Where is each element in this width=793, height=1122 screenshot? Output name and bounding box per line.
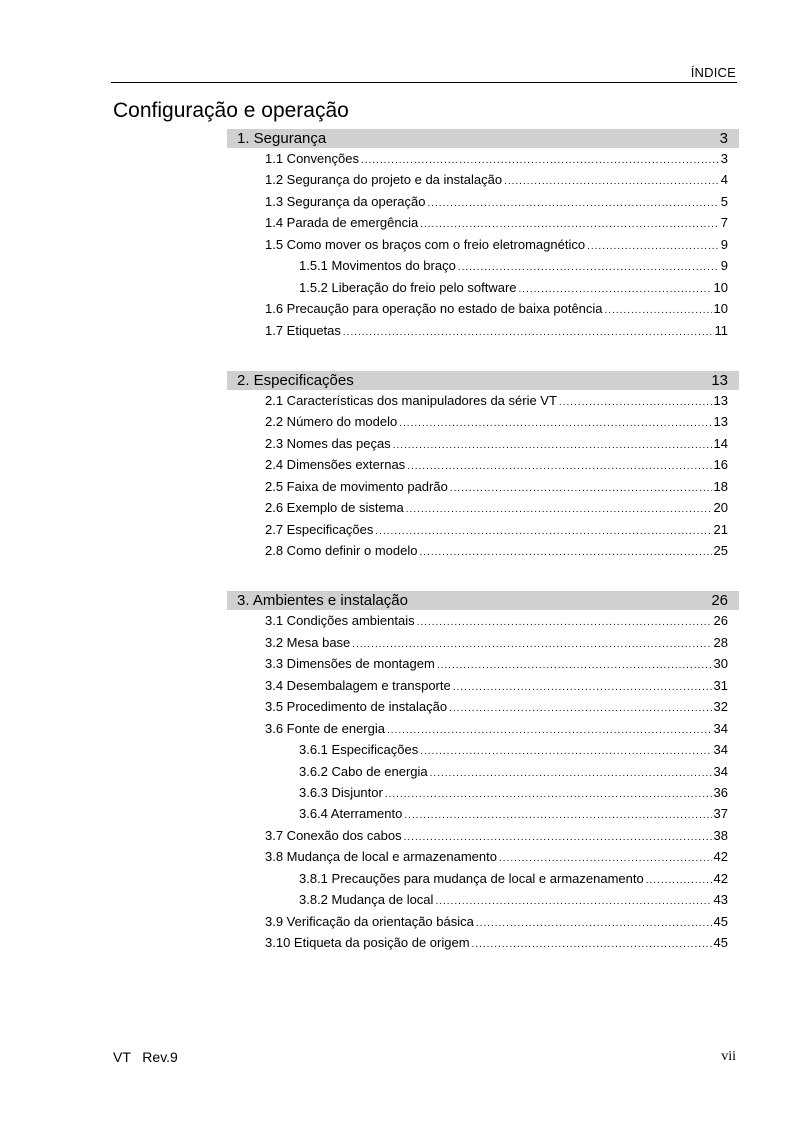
toc-entry[interactable] <box>227 457 739 478</box>
toc-dot-leader <box>407 461 711 472</box>
toc-dot-leader <box>393 440 712 451</box>
toc-dot-leader <box>352 639 711 650</box>
toc-entry-label: 2.4 Dimensões externas <box>265 457 406 473</box>
toc-entry-page: 32 <box>713 699 728 715</box>
toc-dot-leader <box>435 896 711 907</box>
toc-entry-label: 3.8 Mudança de local e armazenamento <box>265 849 497 865</box>
toc-entry-label: 3.5 Procedimento de instalação <box>265 699 448 715</box>
toc-entry[interactable] <box>227 215 739 236</box>
toc-entry-label: 3.1 Condições ambientais <box>265 613 415 629</box>
toc-entry-page: 25 <box>713 543 728 558</box>
toc-section-title: 2. Especificações <box>237 371 354 389</box>
toc-entry-label: 3.8.1 Precauções para mudança de local e armazenamento <box>299 870 644 886</box>
toc-entry-page: 30 <box>713 656 728 672</box>
header-section-label: ÍNDICE <box>690 65 736 80</box>
toc-entry-page: 10 <box>713 301 728 317</box>
toc-entry-page: 45 <box>713 913 728 929</box>
toc-entry[interactable] <box>227 172 739 193</box>
toc-entry-label: 3.3 Dimensões de montagem <box>265 656 435 672</box>
toc-section-title: 3. Ambientes e instalação <box>237 592 408 610</box>
toc-entry[interactable] <box>227 699 739 720</box>
toc-dot-leader <box>587 241 719 252</box>
toc-entry-label: 2.1 Características dos manipuladores da série VT <box>265 392 557 408</box>
toc-entry[interactable] <box>227 522 739 543</box>
toc-entry-label: 1.5.1 Movimentos do braço <box>299 258 456 274</box>
page-title: Configuração e operação <box>113 99 349 122</box>
toc-entry[interactable] <box>227 764 739 785</box>
toc-entry[interactable] <box>227 892 739 913</box>
toc-entry-page: 3 <box>720 151 728 166</box>
toc-entry-page: 7 <box>720 215 728 231</box>
toc-entry-label: 1.2 Segurança do projeto e da instalação <box>265 172 503 188</box>
toc-entry-page: 10 <box>713 279 728 295</box>
toc-dot-leader <box>387 725 712 736</box>
toc-dot-leader <box>343 327 713 338</box>
toc-dot-leader <box>406 504 712 515</box>
toc-entry-page: 43 <box>713 892 728 908</box>
toc-entry-label: 2.6 Exemplo de sistema <box>265 500 404 516</box>
toc-entry-page: 11 <box>714 322 728 338</box>
toc-section-heading[interactable] <box>227 129 739 148</box>
toc-entry-label: 3.4 Desembalagem e transporte <box>265 677 451 693</box>
toc-entry-page: 37 <box>713 806 728 822</box>
toc-section-page: 26 <box>711 592 728 610</box>
toc-section-page: 13 <box>711 371 728 389</box>
toc-entry[interactable] <box>227 258 739 279</box>
toc-dot-leader <box>430 768 712 779</box>
toc-dot-leader <box>420 746 711 757</box>
toc-entry[interactable] <box>227 436 739 457</box>
toc-entry[interactable] <box>227 500 739 521</box>
toc-entry-page: 14 <box>713 435 728 451</box>
toc-entry[interactable] <box>227 543 739 564</box>
toc-entry-label: 3.6.1 Especificações <box>299 742 419 758</box>
toc-dot-leader <box>499 853 712 864</box>
table-of-contents <box>227 129 739 983</box>
toc-entry-label: 3.6 Fonte de energia <box>265 720 385 736</box>
toc-entry[interactable] <box>227 237 739 258</box>
toc-entry[interactable] <box>227 280 739 301</box>
toc-entry-page: 38 <box>713 827 728 843</box>
toc-entry-label: 3.6.2 Cabo de energia <box>299 763 428 779</box>
toc-entry-page: 18 <box>713 478 728 494</box>
toc-dot-leader <box>453 682 712 693</box>
toc-section <box>227 591 739 956</box>
toc-entry[interactable] <box>227 806 739 827</box>
toc-entry-page: 42 <box>713 849 728 865</box>
toc-entry-page: 21 <box>713 521 728 537</box>
toc-dot-leader <box>605 305 712 316</box>
toc-dot-leader <box>361 155 719 166</box>
toc-entry-label: 1.6 Precaução para operação no estado de baixa potência <box>265 301 603 317</box>
toc-entry-page: 20 <box>713 500 728 516</box>
toc-section <box>227 371 739 565</box>
toc-entry[interactable] <box>227 151 739 172</box>
toc-entry-page: 45 <box>713 935 728 950</box>
toc-entry-label: 1.5 Como mover os braços com o freio eletromagnético <box>265 236 586 252</box>
toc-entry-label: 3.10 Etiqueta da posição de origem <box>265 935 470 950</box>
toc-entry-label: 3.8.2 Mudança de local <box>299 892 434 908</box>
toc-section-heading[interactable] <box>227 591 739 610</box>
toc-dot-leader <box>399 418 711 429</box>
toc-entry[interactable] <box>227 849 739 870</box>
toc-entry[interactable] <box>227 828 739 849</box>
toc-entry[interactable] <box>227 323 739 344</box>
footer-page-number: vii <box>721 1049 736 1064</box>
toc-entry-page: 16 <box>713 457 728 473</box>
toc-dot-leader <box>559 397 712 408</box>
toc-dot-leader <box>417 617 712 628</box>
toc-entry[interactable] <box>227 301 739 322</box>
toc-dot-leader <box>504 176 719 187</box>
toc-entry[interactable] <box>227 194 739 215</box>
toc-entry-page: 4 <box>720 172 728 188</box>
toc-entry-label: 1.1 Convenções <box>265 151 359 166</box>
toc-entry-page: 34 <box>713 742 728 758</box>
toc-entry-page: 34 <box>713 763 728 779</box>
toc-entry-label: 3.7 Conexão dos cabos <box>265 827 402 843</box>
toc-dot-leader <box>419 547 711 558</box>
toc-dot-leader <box>375 526 711 537</box>
toc-section <box>227 129 739 344</box>
toc-entry-page: 13 <box>713 392 728 408</box>
toc-entry-label: 2.8 Como definir o modelo <box>265 543 418 558</box>
footer-manual-revision: VT Rev.9 <box>113 1049 178 1065</box>
toc-entry-label: 1.7 Etiquetas <box>265 322 341 338</box>
toc-entry[interactable] <box>227 742 739 763</box>
toc-dot-leader <box>646 875 712 886</box>
toc-entry-page: 9 <box>720 258 728 274</box>
toc-entry-page: 31 <box>713 677 728 693</box>
toc-entry[interactable] <box>227 785 739 806</box>
toc-entry[interactable] <box>227 393 739 414</box>
toc-entry-page: 13 <box>713 414 728 430</box>
toc-entry[interactable] <box>227 678 739 699</box>
toc-dot-leader <box>519 284 712 295</box>
toc-entry-label: 2.5 Faixa de movimento padrão <box>265 478 448 494</box>
toc-section-title: 1. Segurança <box>237 130 327 147</box>
toc-dot-leader <box>449 703 711 714</box>
toc-entry[interactable] <box>227 656 739 677</box>
toc-section-heading[interactable] <box>227 371 739 390</box>
toc-entry-label: 2.3 Nomes das peças <box>265 435 391 451</box>
toc-entry-label: 3.9 Verificação da orientação básica <box>265 913 474 929</box>
toc-entry[interactable] <box>227 871 739 892</box>
toc-entry-page: 9 <box>720 236 728 252</box>
toc-entry-label: 2.7 Especificações <box>265 521 374 537</box>
toc-section-page: 3 <box>719 130 728 147</box>
toc-entry-page: 28 <box>713 634 728 650</box>
toc-entry[interactable] <box>227 414 739 435</box>
toc-dot-leader <box>450 483 712 494</box>
toc-entry-page: 42 <box>713 870 728 886</box>
toc-entry[interactable] <box>227 479 739 500</box>
toc-entry-label: 1.5.2 Liberação do freio pelo software <box>299 279 517 295</box>
toc-dot-leader <box>420 219 719 230</box>
toc-dot-leader <box>437 660 712 671</box>
toc-dot-leader <box>458 262 719 273</box>
toc-entry[interactable] <box>227 721 739 742</box>
toc-dot-leader <box>404 810 711 821</box>
toc-dot-leader <box>476 918 712 929</box>
toc-entry-label: 1.3 Segurança da operação <box>265 193 426 209</box>
toc-dot-leader <box>385 789 712 800</box>
toc-entry[interactable] <box>227 613 739 634</box>
toc-entry[interactable] <box>227 935 739 956</box>
toc-entry-page: 34 <box>713 720 728 736</box>
toc-entry-label: 2.2 Número do modelo <box>265 414 398 430</box>
toc-dot-leader <box>404 832 712 843</box>
toc-dot-leader <box>472 939 712 950</box>
toc-entry[interactable] <box>227 914 739 935</box>
toc-entry-page: 26 <box>713 613 728 629</box>
toc-entry-page: 5 <box>720 193 728 209</box>
toc-entry[interactable] <box>227 635 739 656</box>
toc-entry-page: 36 <box>713 784 728 800</box>
toc-entry-label: 3.6.4 Aterramento <box>299 806 403 822</box>
toc-entry-label: 3.6.3 Disjuntor <box>299 784 383 800</box>
toc-entry-label: 1.4 Parada de emergência <box>265 215 419 231</box>
header-rule <box>111 82 737 83</box>
toc-dot-leader <box>427 198 718 209</box>
toc-entry-label: 3.2 Mesa base <box>265 634 351 650</box>
